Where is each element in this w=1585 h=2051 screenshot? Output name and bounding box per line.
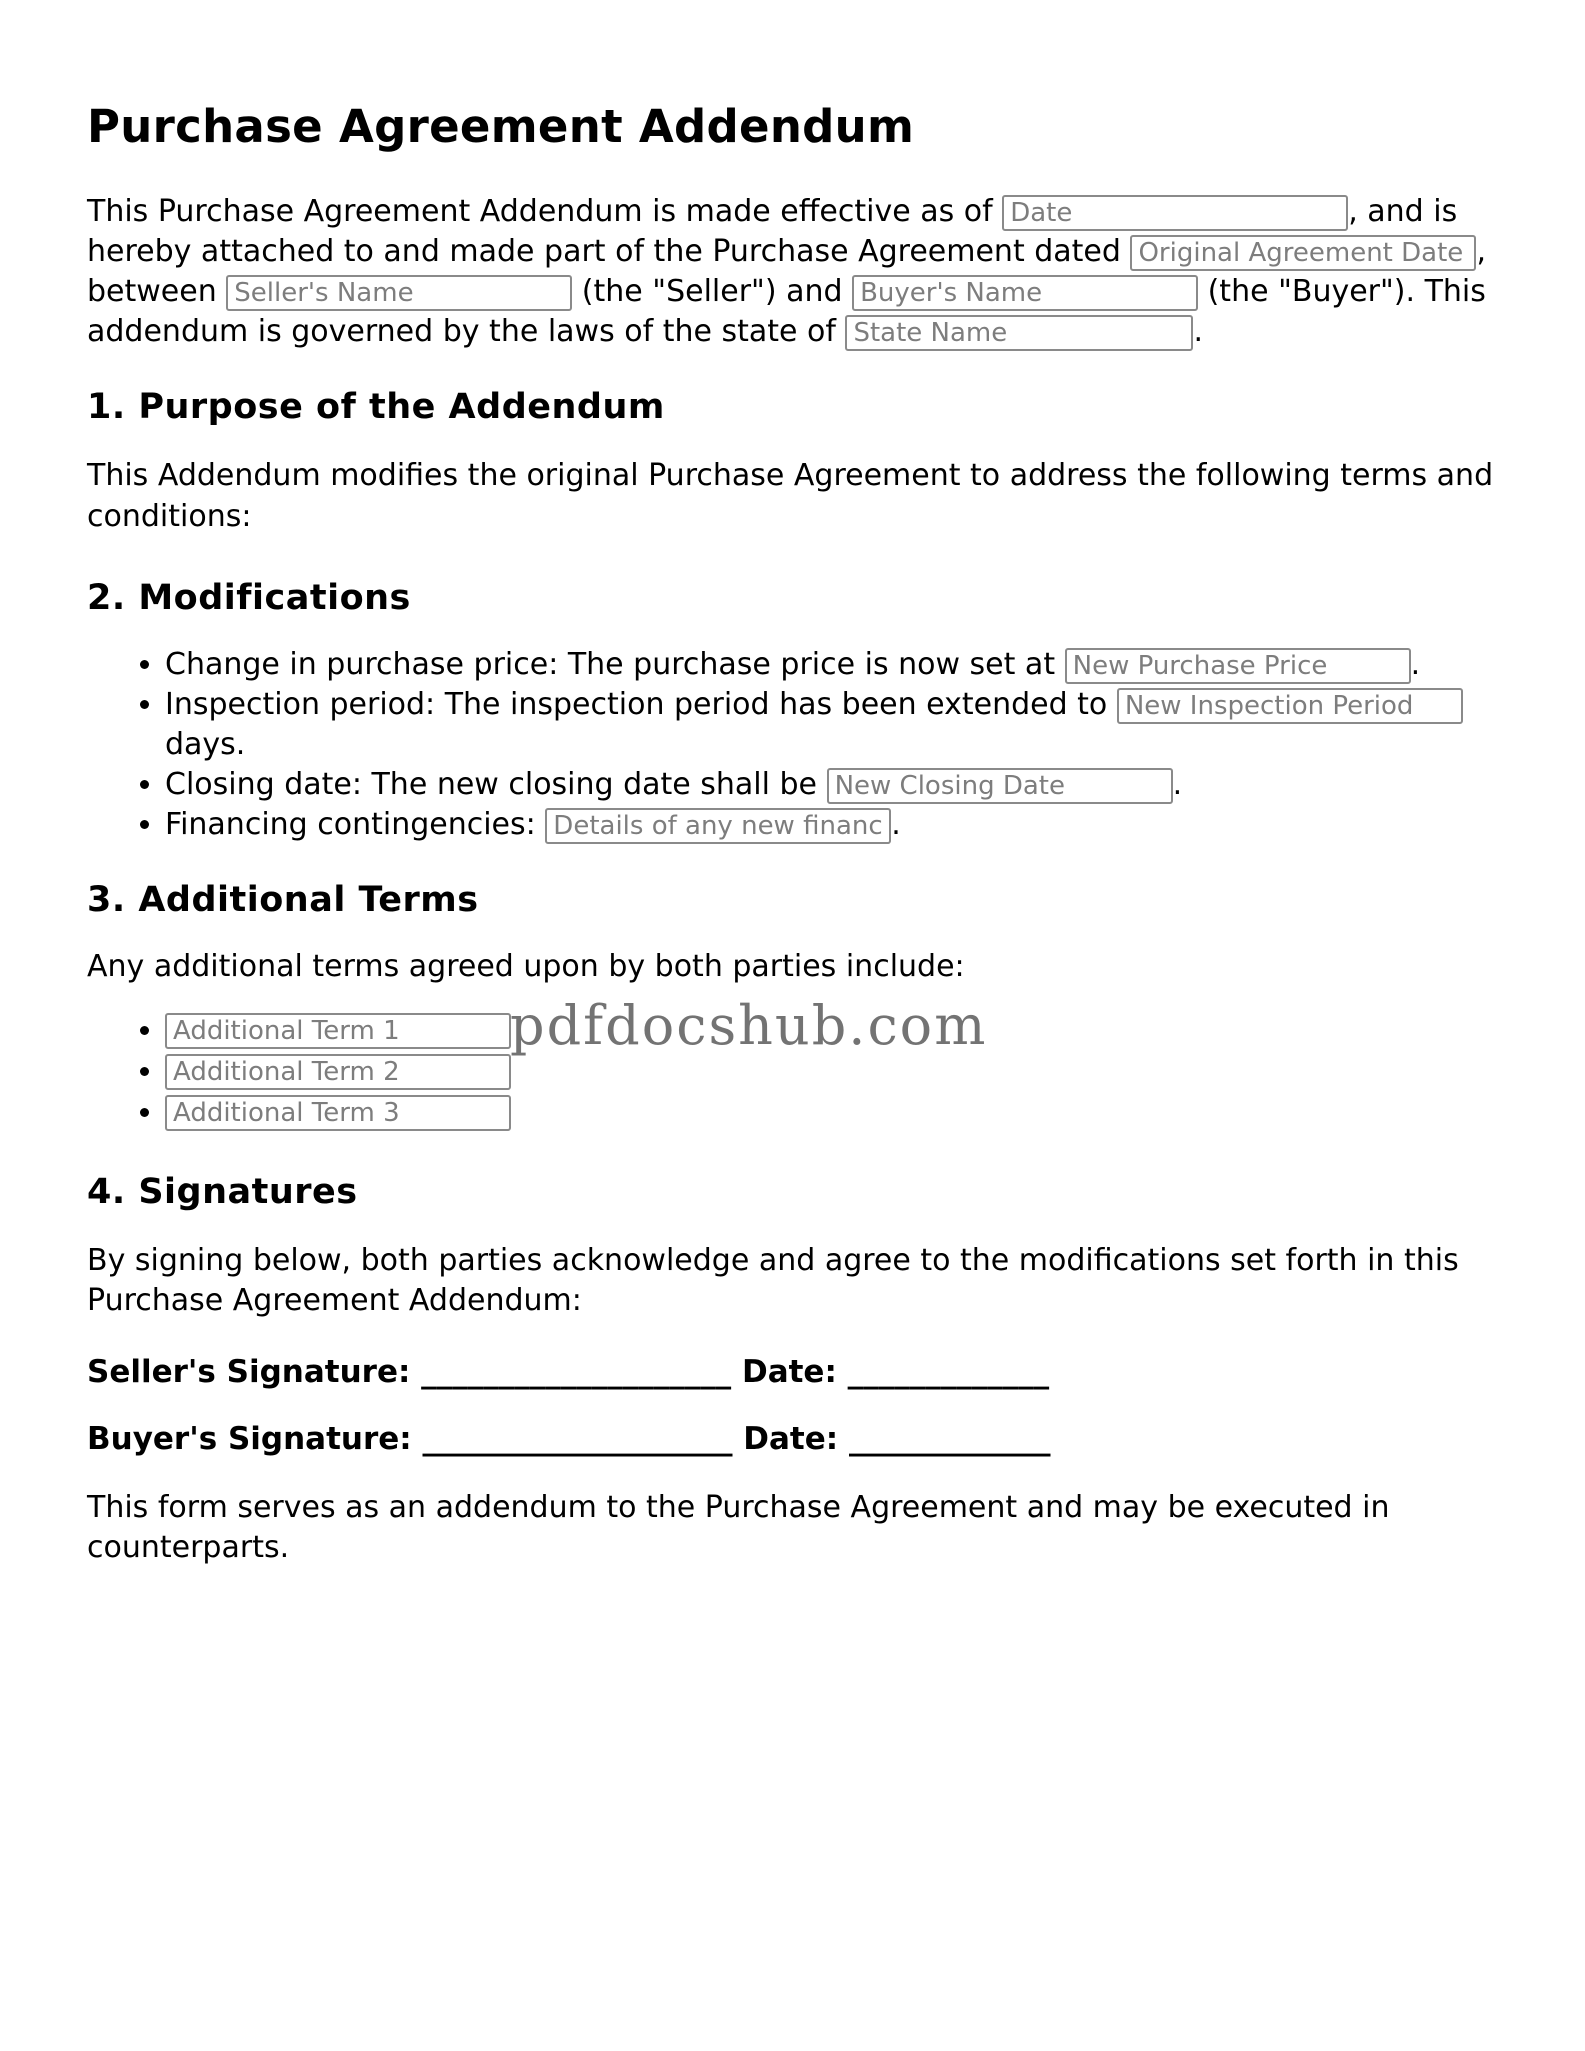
new-closing-date-input[interactable] [827,768,1173,804]
additional-term-1-input[interactable] [165,1013,511,1049]
section-4-heading: 4. Signatures [87,1171,358,1212]
list-item [165,1092,1507,1133]
watermark: pdfdocshub.com [510,994,988,1057]
state-name-input[interactable] [845,315,1193,351]
effective-date-input[interactable] [1002,195,1348,231]
modification-text: Inspection period: The inspection period has been extended to [165,687,1117,722]
list-item [165,765,1507,805]
seller-signature-line: Seller's Signature: ____________________ Date: _____________ [87,1353,1050,1390]
section-4-text: By signing below, both parties acknowledge and agree to the modifications set forth in this Purchase Agreement Addendum: [87,1242,1459,1318]
modifications-list [87,645,1507,845]
new-inspection-period-input[interactable] [1117,688,1463,724]
modification-suffix: days. [165,727,246,762]
intro-text-4: (the "Seller") and [572,274,853,309]
document [87,100,1507,1569]
additional-term-2-input[interactable] [165,1054,511,1090]
section-1-text: This Addendum modifies the original Purchase Agreement to address the following terms and conditions: [87,458,1494,534]
modification-text: Financing contingencies: [165,807,546,842]
intro-text-2: , and is hereby attached to and made part of the Purchase Agreement dated [87,194,1458,269]
modification-suffix: . [1172,767,1183,802]
new-purchase-price-input[interactable] [1065,648,1411,684]
closing-text: This form serves as an addendum to the Purchase Agreement and may be executed in counterparts. [87,1489,1390,1566]
page-title: Purchase Agreement Addendum [87,100,915,153]
financing-contingencies-input[interactable] [545,808,891,844]
seller-name-input[interactable] [226,275,572,311]
modification-suffix: . [891,807,901,842]
list-item [165,645,1507,685]
buyer-signature-line: Buyer's Signature: ____________________ Date: _____________ [87,1420,1051,1457]
section-1-heading: 1. Purpose of the Addendum [87,387,665,427]
intro-text-6: . [1193,314,1203,349]
modification-text: Closing date: The new closing date shall be [165,767,827,802]
intro-text-5: (the "Buyer"). This addendum is governed by the laws of the state of [87,274,1486,349]
buyer-name-input[interactable] [852,275,1198,311]
section-2-heading: 2. Modifications [87,578,411,618]
section-3-text: Any additional terms agreed upon by both parties include: [87,949,965,984]
list-item [165,805,1507,845]
intro-text-1: This Purchase Agreement Addendum is made effective as of [87,194,1003,229]
section-3-heading: 3. Additional Terms [87,880,479,920]
intro-paragraph [87,192,1507,352]
intro-text-3: , between [87,234,1487,309]
list-item [165,685,1507,765]
modification-text: Change in purchase price: The purchase price is now set at [165,647,1065,682]
additional-term-3-input[interactable] [165,1095,511,1131]
original-agreement-date-input[interactable] [1130,235,1476,271]
modification-suffix: . [1410,647,1421,682]
